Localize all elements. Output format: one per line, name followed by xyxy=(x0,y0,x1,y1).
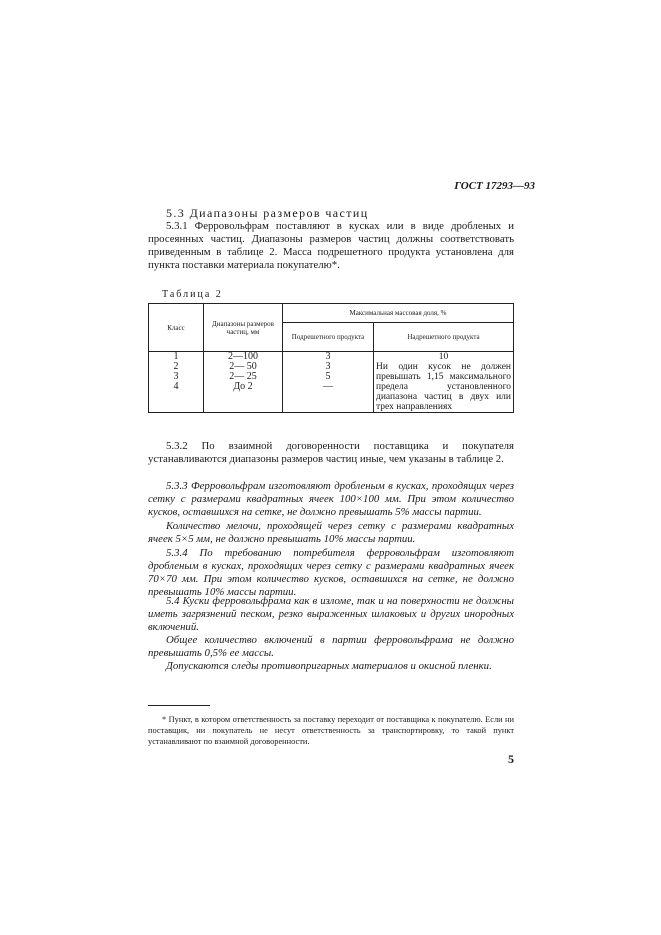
header-class: Класс xyxy=(149,304,204,352)
paragraph-5-4-inclusions: Общее количество включений в партии ферровольфрама не должно превышать 0,5% ее массы. xyxy=(148,634,514,659)
cell-class: 4 xyxy=(173,381,179,392)
cell-under: 3 xyxy=(325,351,331,362)
column-under xyxy=(283,352,374,413)
cell-under: 3 xyxy=(325,361,331,372)
column-class xyxy=(149,352,204,413)
paragraph-5-4: 5.4 Куски ферровольфрама как в изломе, так и на поверхности не должны иметь загрязнений песком, резко выраженных шлаковых и других инородных включений. xyxy=(148,595,514,633)
paragraph-5-3-1: 5.3.1 Ферровольфрам поставляют в кусках или в виде дробленых и просеянных частиц. Диапазоны размеров частиц должны соответствовать приведенным в таблице 2. Масса подрешетного продукта установлена для пункта поставки материала покупателю*. xyxy=(148,220,514,271)
cell-under: — xyxy=(323,381,333,392)
cell-class: 1 xyxy=(173,351,179,362)
footnote: * Пункт, в котором ответственность за поставку переходит от поставщика к покупателю. Если ни поставщик, ни покупатель не несут ответственность за транспортировку, то такой пункт устанавливают по взаимной договоренности. xyxy=(148,715,514,746)
paragraph-5-3-3-fines: Количество мелочи, проходящей через сетку с размерами квадратных ячеек 5×5 мм, не должно превышать 10% массы партии. xyxy=(148,520,514,545)
cell-range: 2— 25 xyxy=(229,371,257,382)
cell-over-value: 10 xyxy=(438,352,449,362)
document-code: ГОСТ 17293—93 xyxy=(454,180,535,192)
column-over xyxy=(374,352,514,413)
footnote-rule xyxy=(148,705,210,706)
cell-class: 3 xyxy=(173,371,179,382)
header-under: Подрешетного продукта xyxy=(283,323,374,352)
cell-range: 2—100 xyxy=(228,351,258,362)
cell-range: До 2 xyxy=(233,381,253,392)
table-title: Таблица 2 xyxy=(162,289,223,300)
page-mark: 5 xyxy=(508,752,514,766)
paragraph-5-3-4: 5.3.4 По требованию потребителя ферровольфрам изготовляют дробленым в кусках, проходящих через сетку с размерами квадратных ячеек 70×70 мм. При этом количество кусков, оставшихся на сетке, не должно превышать 10% массы партии. xyxy=(148,547,514,598)
section-title: 5.3 Диапазоны размеров частиц xyxy=(166,206,369,220)
table-2 xyxy=(148,303,514,413)
cell-under: 5 xyxy=(325,371,331,382)
paragraph-5-3-2: 5.3.2 По взаимной договоренности поставщика и покупателя устанавливаются диапазоны размеров частиц иные, чем указаны в таблице 2. xyxy=(148,440,514,465)
cell-class: 2 xyxy=(173,361,179,372)
header-max-mass: Максимальная массовая доля, % xyxy=(283,304,514,323)
paragraph-5-3-3: 5.3.3 Ферровольфрам изготовляют дробленым в кусках, проходящих через сетку с размерами квадратных ячеек 100×100 мм. При этом количество кусков, оставшихся на сетке, не должно превышать 5% массы партии. xyxy=(148,480,514,518)
cell-range: 2— 50 xyxy=(229,361,257,372)
cell-over-text: Ни один кусок не должен превышать 1,15 максимального предела установленного диапазона частиц в двух или трех направлениях xyxy=(376,362,511,412)
header-over: Надрешетного продукта xyxy=(374,323,514,352)
column-range xyxy=(204,352,283,413)
header-range: Диапазоны размеров частиц, мм xyxy=(204,304,283,352)
paragraph-5-4-traces: Допускаются следы противопригарных материалов и окисной пленки. xyxy=(166,660,492,672)
